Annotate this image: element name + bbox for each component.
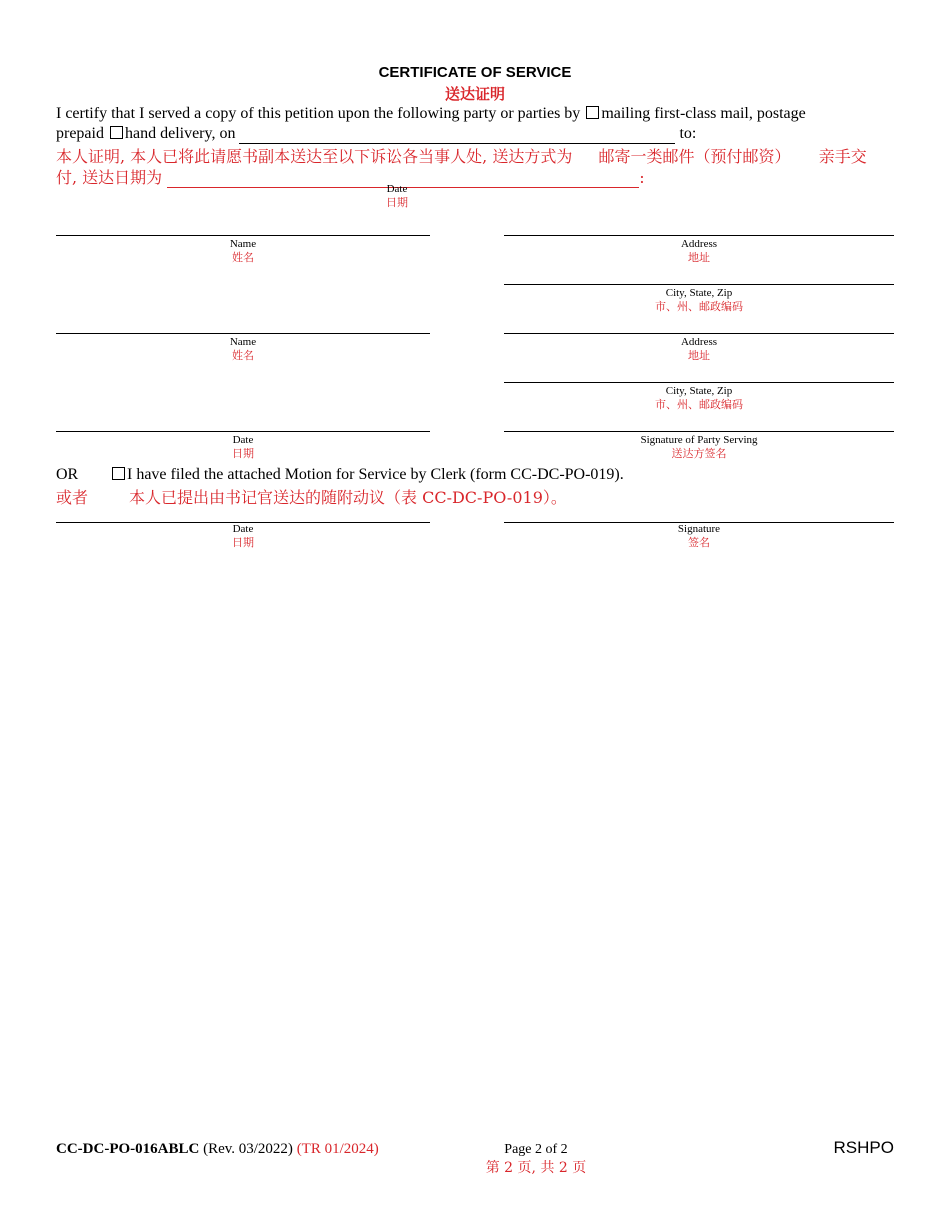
form-title: CERTIFICATE OF SERVICE [378, 64, 572, 81]
party1-address-line[interactable] [504, 235, 894, 236]
clerk-signature-caption: Signature 签名 [677, 523, 721, 549]
mail-checkbox[interactable] [586, 106, 599, 119]
to-label: to: [679, 125, 697, 142]
form-revision: (Rev. 03/2022) [203, 1141, 293, 1157]
party2-address-caption: Address 地址 [680, 336, 718, 362]
service-date-field[interactable] [239, 125, 675, 144]
mailing-label: mailing first-class mail, postage [601, 105, 806, 122]
party2-address-line[interactable] [504, 333, 894, 334]
filed-motion-line [112, 466, 624, 484]
form-number: CC-DC-PO-016ABLC [56, 1141, 200, 1157]
or-label: OR [56, 466, 79, 483]
form-translation: (TR 01/2024) [296, 1141, 379, 1157]
prepaid-label: prepaid [56, 125, 104, 142]
or-label-zh: 或者 [56, 488, 89, 507]
service-signature-line[interactable] [504, 431, 894, 432]
zh-colon: : [639, 168, 645, 187]
service-date-caption: Date 日期 [232, 434, 254, 460]
party1-name-line[interactable] [56, 235, 430, 236]
party1-city-line[interactable] [504, 284, 894, 285]
party1-name-caption: Name 姓名 [229, 238, 257, 264]
certify-zh-line-1 [56, 144, 867, 167]
party2-city-caption: City, State, Zip 市、州、邮政编码 [655, 385, 743, 411]
hand-zh-label: 亲手交 [818, 147, 867, 166]
footer-form-id [56, 1141, 379, 1158]
certify-line-1 [56, 105, 806, 123]
certify-zh-text-2: 付, 送达日期为 [56, 168, 163, 187]
party2-city-line[interactable] [504, 382, 894, 383]
filed-motion-checkbox[interactable] [112, 467, 125, 480]
party2-name-line[interactable] [56, 333, 430, 334]
filed-motion-zh: 本人已提出由书记官送达的随附动议（表 CC-DC-PO-019）。 [129, 488, 567, 507]
hand-delivery-checkbox[interactable] [110, 126, 123, 139]
party1-city-caption: City, State, Zip 市、州、邮政编码 [655, 287, 743, 313]
certify-line-2 [56, 125, 696, 144]
certify-text: I certify that I served a copy of this petition upon the following party or parties by [56, 105, 581, 122]
party2-name-caption: Name 姓名 [229, 336, 257, 362]
page-number: Page 2 of 2 第 2 页, 共 2 页 [485, 1142, 587, 1176]
hand-delivery-label: hand delivery, on [124, 125, 236, 142]
service-signature-caption: Signature of Party Serving 送达方签名 [640, 434, 758, 460]
clerk-date-caption: Date 日期 [232, 523, 254, 549]
form-title-zh: 送达证明 [444, 85, 505, 103]
filed-motion-label: I have filed the attached Motion for Service by Clerk (form CC-DC-PO-019). [127, 466, 624, 483]
mailing-zh-label: 邮寄一类邮件（预付邮资） [598, 147, 791, 166]
service-date-line[interactable] [56, 431, 430, 432]
form-code: RSHPO [833, 1138, 894, 1157]
party1-address-caption: Address 地址 [680, 238, 718, 264]
date-caption: Date 日期 [386, 183, 408, 209]
certify-zh-text: 本人证明, 本人已将此请愿书副本送达至以下诉讼各当事人处, 送达方式为 [56, 147, 573, 166]
